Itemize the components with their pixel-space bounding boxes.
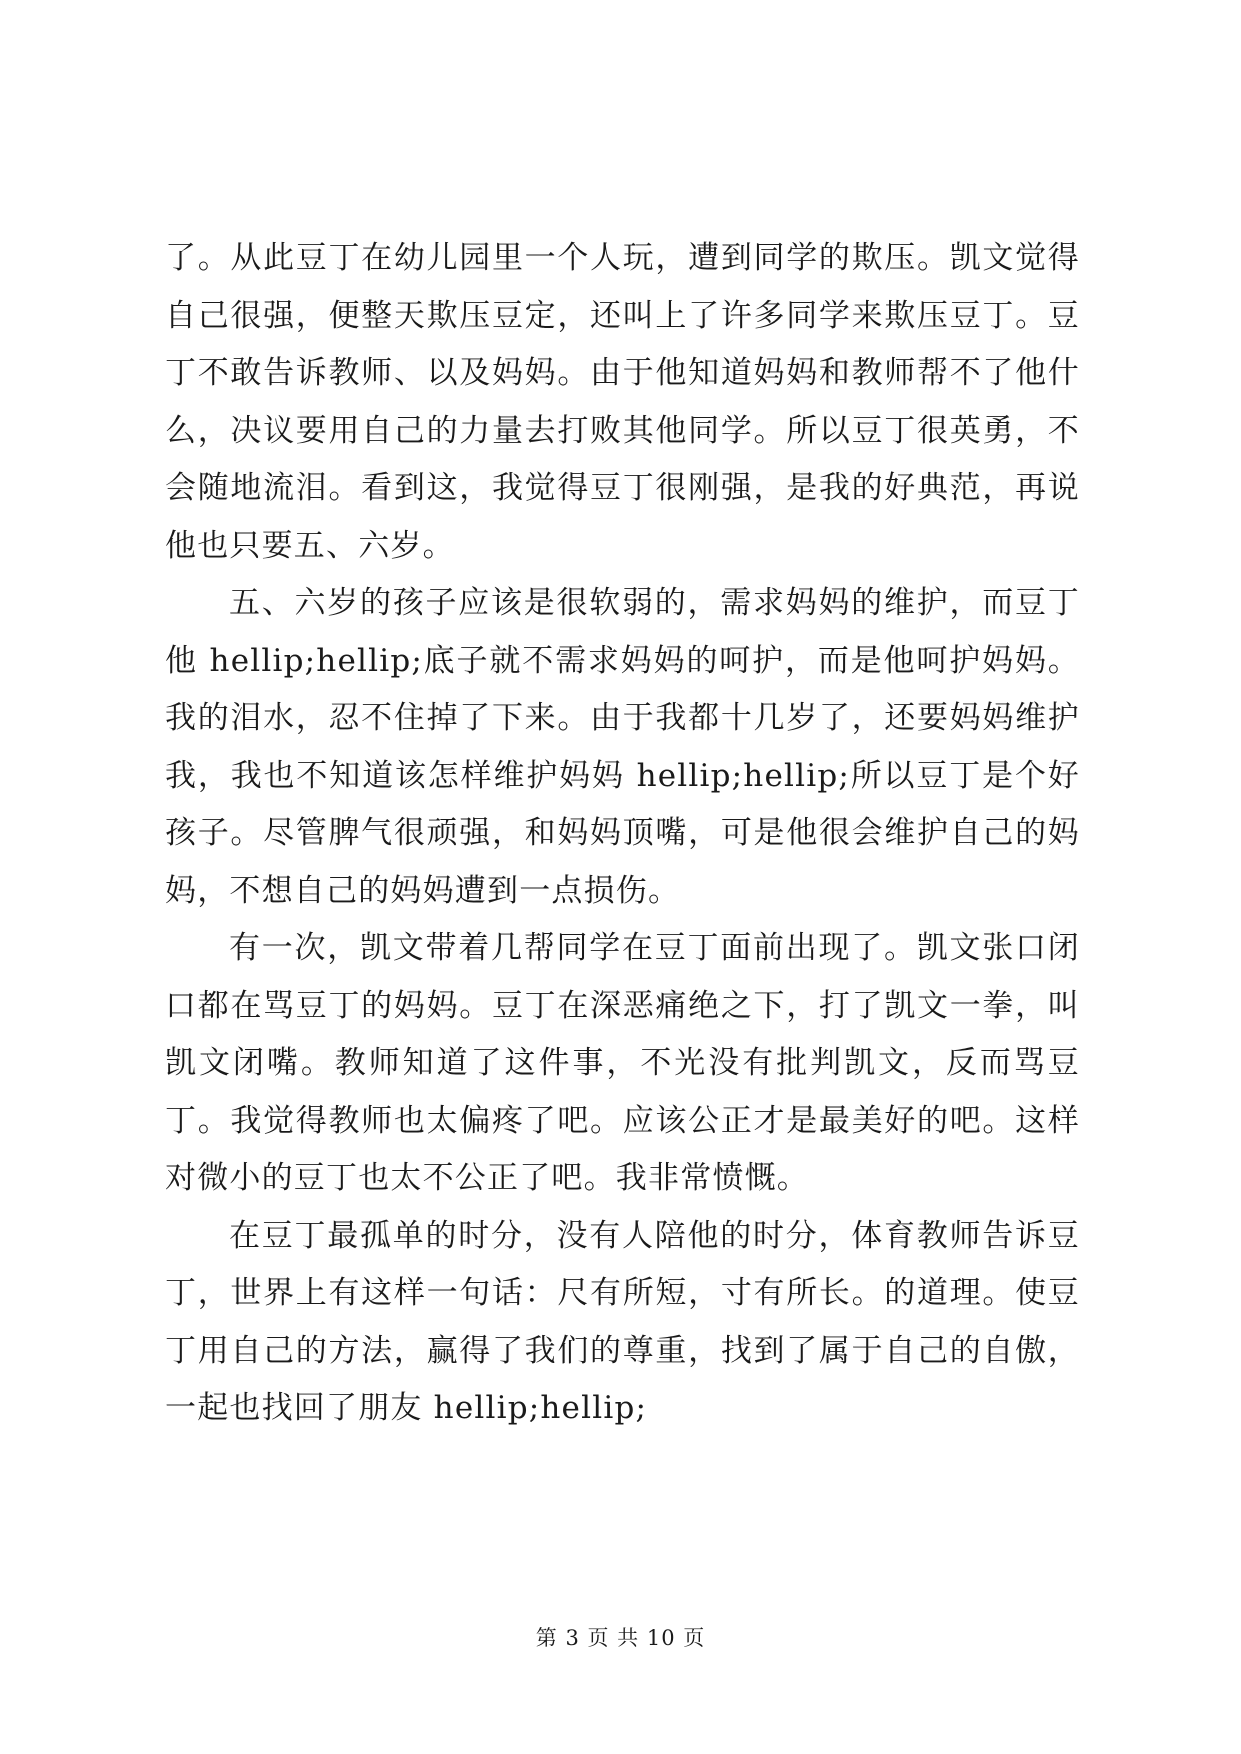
document-body bbox=[165, 230, 1080, 1438]
page-footer: 第 3 页 共 10 页 bbox=[535, 1626, 706, 1650]
paragraph-1: 了。从此豆丁在幼儿园里一个人玩，遭到同学的欺压。凯文觉得自己很强，便整天欺压豆定，还叫上了许多同学来欺压豆丁。豆丁不敢告诉教师、以及妈妈。由于他知道妈妈和教师帮不了他什么，决议要用自己的力量去打败其他同学。所以豆丁很英勇，不会随地流泪。看到这，我觉得豆丁很刚强，是我的好典范，再说他也只要五、六岁。 bbox=[165, 240, 1080, 564]
paragraph-3: 有一次，凯文带着几帮同学在豆丁面前出现了。凯文张口闭口都在骂豆丁的妈妈。豆丁在深恶痛绝之下，打了凯文一拳，叫凯文闭嘴。教师知道了这件事，不光没有批判凯文，反而骂豆丁。我觉得教师也太偏疼了吧。应该公正才是最美好的吧。这样对微小的豆丁也太不公正了吧。我非常愤慨。 bbox=[165, 930, 1080, 1196]
paragraph-4: 在豆丁最孤单的时分，没有人陪他的时分，体育教师告诉豆丁，世界上有这样一句话：尺有所短，寸有所长。的道理。使豆丁用自己的方法，赢得了我们的尊重，找到了属于自己的自傲，一起也找回了朋友 hellip;hellip; bbox=[165, 1217, 1080, 1426]
paragraph-2: 五、六岁的孩子应该是很软弱的，需求妈妈的维护，而豆丁他 hellip;hellip;底子就不需求妈妈的呵护，而是他呵护妈妈。我的泪水，忍不住掉了下来。由于我都十几岁了，还要妈妈维护我，我也不知道该怎样维护妈妈 hellip;hellip;所以豆丁是个好孩子。尽管脾气很顽强，和妈妈顶嘴，可是他很会维护自己的妈妈，不想自己的妈妈遭到一点损伤。 bbox=[165, 585, 1080, 909]
